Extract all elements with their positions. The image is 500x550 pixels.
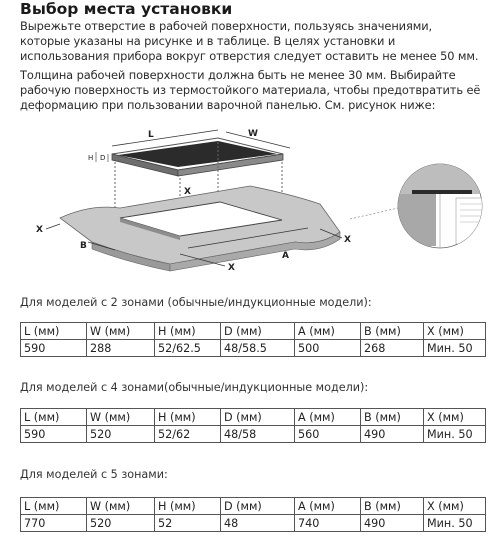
table-cell: 52/62 <box>155 426 221 443</box>
table-cell: 740 <box>295 515 361 532</box>
dimension-label-X-top: X <box>184 187 191 197</box>
header-cell: B (мм) <box>361 323 424 340</box>
table-cell: 520 <box>87 426 155 443</box>
header-cell: D (мм) <box>221 498 295 515</box>
header-cell: X (мм) <box>424 409 486 426</box>
header-cell: X (мм) <box>424 323 486 340</box>
header-cell: L (мм) <box>21 323 87 340</box>
header-cell: A (мм) <box>295 323 361 340</box>
table-cell: Мин. 50 <box>424 426 486 443</box>
table-cell: 500 <box>295 340 361 357</box>
header-cell: W (мм) <box>87 323 155 340</box>
worktop-illustration <box>36 186 351 273</box>
header-cell: A (мм) <box>295 409 361 426</box>
installation-diagram <box>20 124 490 286</box>
header-cell: H (мм) <box>155 409 221 426</box>
table-cell: Мин. 50 <box>424 340 486 357</box>
table-cell: 268 <box>361 340 424 357</box>
table-cell: 520 <box>87 515 155 532</box>
header-cell: L (мм) <box>21 409 87 426</box>
table-cell: 560 <box>295 426 361 443</box>
header-cell: W (мм) <box>87 498 155 515</box>
header-cell: H (мм) <box>155 323 221 340</box>
table-cell: 52 <box>155 515 221 532</box>
table-header-row <box>21 409 486 426</box>
table-caption-4-zones: Для моделей с 4 зонами(обычные/индукционные модели): <box>20 381 369 394</box>
table-row <box>21 515 486 532</box>
header-cell: B (мм) <box>361 409 424 426</box>
spec-table-2-zones <box>20 322 486 357</box>
dimension-label-A: A <box>282 251 289 261</box>
header-cell: A (мм) <box>295 498 361 515</box>
detail-magnifier <box>350 164 490 248</box>
dimension-label-L: L <box>148 130 154 140</box>
table-cell: 770 <box>21 515 87 532</box>
table-cell: 590 <box>21 426 87 443</box>
dimension-label-H: H <box>88 154 94 162</box>
table-cell: 52/62.5 <box>155 340 221 357</box>
spec-table-4-zones <box>20 408 486 443</box>
dimension-label-X-left: X <box>36 225 43 235</box>
dimension-label-X-right: X <box>344 235 351 245</box>
header-cell: D (мм) <box>221 409 295 426</box>
header-cell: H (мм) <box>155 498 221 515</box>
header-cell: D (мм) <box>221 323 295 340</box>
table-cell: 288 <box>87 340 155 357</box>
header-cell: B (мм) <box>361 498 424 515</box>
table-row <box>21 426 486 443</box>
table-cell: 48/58 <box>221 426 295 443</box>
instruction-paragraph-worktop: Толщина рабочей поверхности должна быть не менее 30 мм. Выбирайте рабочую поверхность из термостойкого материала, чтобы предотвратить её деформацию при пользовании варочной панелью. См. рисунок ниже: <box>20 68 481 113</box>
table-cell: Мин. 50 <box>424 515 486 532</box>
table-cell: 48/58.5 <box>221 340 295 357</box>
header-cell: L (мм) <box>21 498 87 515</box>
table-cell: 490 <box>361 426 424 443</box>
dimension-label-B: B <box>80 241 87 251</box>
table-row <box>21 340 486 357</box>
table-caption-2-zones: Для моделей с 2 зонами (обычные/индукционные модели): <box>20 296 372 309</box>
dimension-label-D: D <box>100 154 106 162</box>
dimension-label-X-bottom: X <box>228 263 235 273</box>
table-cell: 48 <box>221 515 295 532</box>
page-title: Выбор места установки <box>20 0 233 18</box>
table-cell: 490 <box>361 515 424 532</box>
dimension-label-W: W <box>248 129 258 139</box>
instruction-paragraph-cutout: Вырежьте отверстие в рабочей поверхности, пользуясь значениями, которые указаны на рисунке и в таблице. В целях установки и использования прибора вокруг отверстия следует оставить не менее 50 мм. <box>20 19 479 64</box>
table-header-row <box>21 498 486 515</box>
header-cell: X (мм) <box>424 498 486 515</box>
header-cell: W (мм) <box>87 409 155 426</box>
table-header-row <box>21 323 486 340</box>
table-caption-5-zones: Для моделей с 5 зонами: <box>20 468 168 481</box>
table-cell: 590 <box>21 340 87 357</box>
spec-table-5-zones <box>20 497 486 532</box>
